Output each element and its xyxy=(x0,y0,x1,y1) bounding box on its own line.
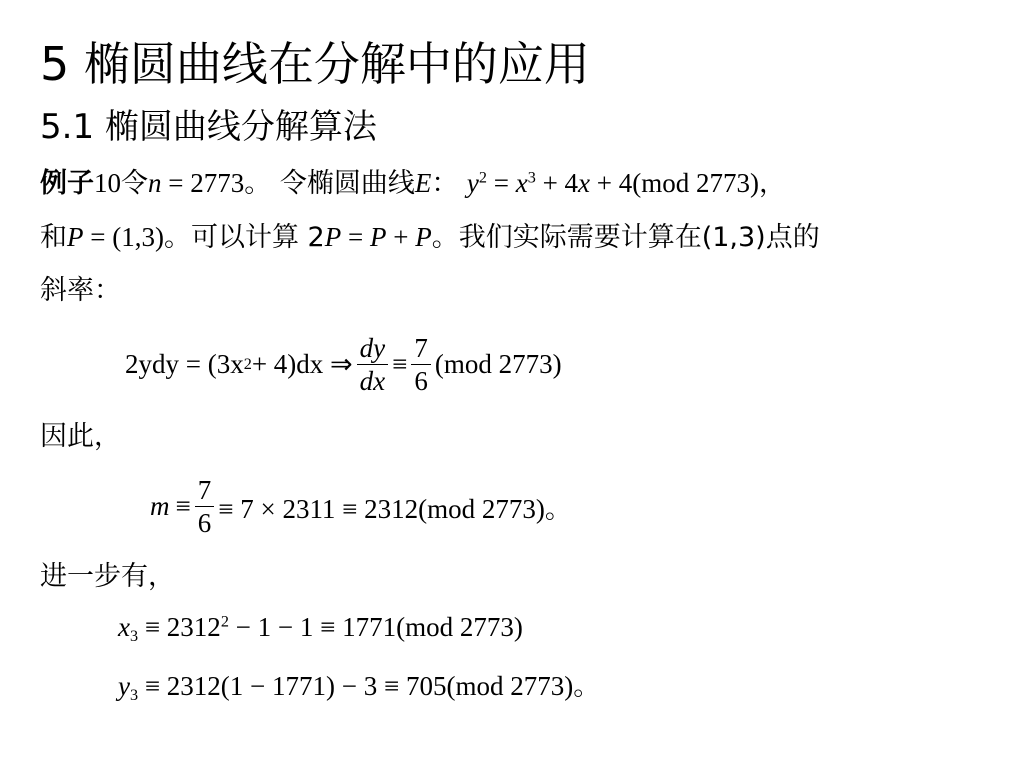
and-word: 和 xyxy=(40,222,67,253)
example-number: 10 xyxy=(94,168,121,198)
curve-equation: $y^2 = x^3 + 4x + 4(mod$ 2773) xyxy=(466,168,759,198)
x3-equation: $x_3 \equiv 2312^2 - 1 - 1 \equiv 1771(mod$ 2773) xyxy=(118,612,523,645)
n-var: n xyxy=(148,168,162,198)
therefore-label: 因此， xyxy=(40,421,121,452)
section-subtitle: 5.1 椭圆曲线分解算法 xyxy=(40,107,377,147)
slope-equation: 2ydy = (3x 2 + 4)dx ⇒ $\frac{dy}{dx}$ ≡ $\frac{7}{6}$ (mod 2773) xyxy=(125,332,562,396)
point-P: (1,3) xyxy=(112,222,164,252)
dy-dx-fraction: $\frac{dy}{dx}$ xyxy=(357,332,388,397)
example-label: 例子 xyxy=(40,168,94,199)
n-value: 2773 xyxy=(190,168,245,198)
m-fraction: $\frac{7}{6}$ xyxy=(195,474,215,539)
seven-sixths-fraction: $\frac{7}{6}$ xyxy=(411,332,431,397)
need-text: 我们实际需要计算在(1,3)点的 xyxy=(458,222,820,253)
m-equation: m ≡ $\frac{7}{6}$ ≡ 7 × 2311 ≡ 2312(mod 2773)。 xyxy=(150,474,572,538)
can-compute-text: 。可以计算 2 xyxy=(163,222,325,253)
example-line-1: 例子10令n = 2773。 令椭圆曲线E： $y^2 = x^3 + 4x + 4(mod$ 2773)， xyxy=(40,168,786,199)
example-line-2: 和P = (1,3)。可以计算 2P = P + P。我们实际需要计算在(1,3)点的 xyxy=(40,222,820,253)
slope-label: 斜率： xyxy=(40,275,121,306)
curve-intro: 令椭圆曲线 xyxy=(279,168,415,199)
slide-title: 5 椭圆曲线在分解中的应用 xyxy=(40,37,590,91)
let-word: 令 xyxy=(121,168,148,199)
y3-equation: $y_3 \equiv 2312(1 - 1771) - 3 \equiv 705(mod$ 2773)。 xyxy=(118,671,601,704)
further-label: 进一步有， xyxy=(40,561,175,592)
